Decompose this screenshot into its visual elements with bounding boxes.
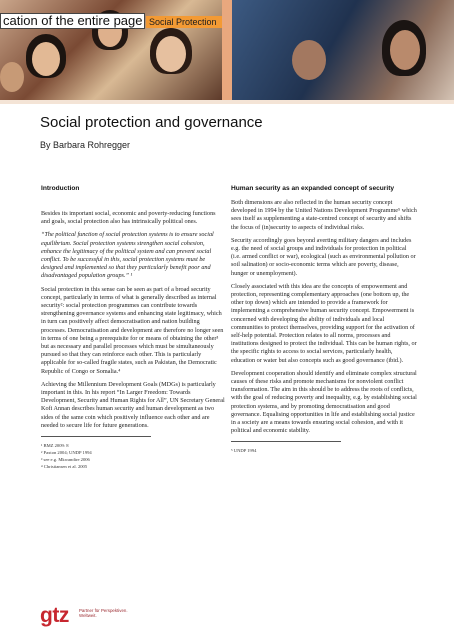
footnote: ² Paxton 2004; UNDP 1994 [41,450,92,456]
right-column [231,185,417,454]
paragraph: Security accordingly goes beyond averting military dangers and includes e.g. the need of social groups and individuals for protection in political (i.e. armed conflict or war), ecological (such as environmental pollution or soil salination) or socio-economic terms which are poverty, disease, hunger or unemployment). [231,236,416,277]
left-column [41,185,225,470]
section-heading: Human security as an expanded concept of security [231,185,395,192]
block-quote: “The political function of social protection systems is to ensure social equilibrium. Social protection systems strengthen social cohesion, enhance the legitimacy of the political system and can prevent social conflict. To be successful in this, social protection systems must be designed and implemented so that they particularly benefit poor and disadvantaged population groups.” ¹ [41,231,214,280]
footnote: ¹ BMZ 2009: 8 [41,443,69,449]
footnote-rule [41,436,151,437]
banner-divider-strip [222,0,232,100]
section-tag: Social Protection [146,16,222,28]
paragraph: Besides its important social, economic and poverty-reducing functions and goals, social protection also has intrinsically political ones. [41,210,216,226]
footnote: ⁵ UNDP 1994 [231,448,257,454]
logo-tagline: Partner für Perspektiven. Weltweit. [79,608,128,619]
section-heading: Introduction [41,185,80,192]
paragraph: Both dimensions are also reflected in the human security concept developed in 1994 by the United Nations Development Programme⁵ which sees itself as supplementing a state-centred concept of security and shifts the focus of (in)security to aspects of individual risks. [231,199,417,231]
gtz-logo: gtz [40,604,69,627]
header-banner [0,0,454,100]
page-title: Social protection and governance [40,114,263,131]
author-line: By Barbara Rohregger [40,140,131,150]
banner-photo-meeting [232,0,454,100]
footnote-rule [231,441,341,442]
banner-underbar [0,100,454,104]
paragraph: Closely associated with this idea are the concepts of empowerment and protection, representing complementary approaches (one bottom up, the other top down) which are intended to provide a framework for implementing a comprehensive human security concept. Empowerment is concerned with developing the ability of individuals and local communities to protect themselves, providing support for the activation of self-help potential. Protection relates to all norms, processes and institutions designed to protect the individual. This can be human rights, or the specific rights to access to social services, particularly health, education or water but also concepts such as good governance (ibid.). [231,282,417,364]
caption-overlay: cation of the entire page [0,13,145,29]
paragraph: Social protection in this sense can be seen as part of a broad security concept, particularly in terms of what is generally described as internal security²: social protection programmes can contribute towards strengthening governance systems and enhancing state legitimacy, which in turn can positively affect democratisation and nation building processes. Democratisation and development are therefore no longer seen in terms of one being a prerequisite for or means of obtaining the other³ but as necessary and parallel processes which must be simultaneously pursued so that they can reinforce each other. This is particularly applicable for so-called fragile states, such as Pakistan, the Democratic Republic of Congo or Somalia.⁴ [41,285,224,375]
footnote: ⁴ Christiansen et al. 2005 [41,464,88,470]
paragraph: Development cooperation should identify and eliminate complex structural causes of these risks and promote mechanisms for nonviolent conflict transformation. The aim in this should be to address the roots of conflicts, with the goal of reducing poverty and inequality, e.g. by establishing social protection systems, and by promoting democratisation and good governance. Equalising opportunities in life and establishing social justice in a society are a means towards ensuring social cohesion, and with it political and economic stability. [231,369,417,435]
footnote: ³ see e.g. Mkwandire 2006 [41,457,90,463]
paragraph: Achieving the Millennium Development Goals (MDGs) is particularly important in this. In his report “In Larger Freedom: Towards Development, Security and Human Rights for All”, UN Secretary General Kofi Annan describes human security and human development as two sides of the same coin which positively influence each other and are needed to secure life for future generations. [41,380,225,429]
